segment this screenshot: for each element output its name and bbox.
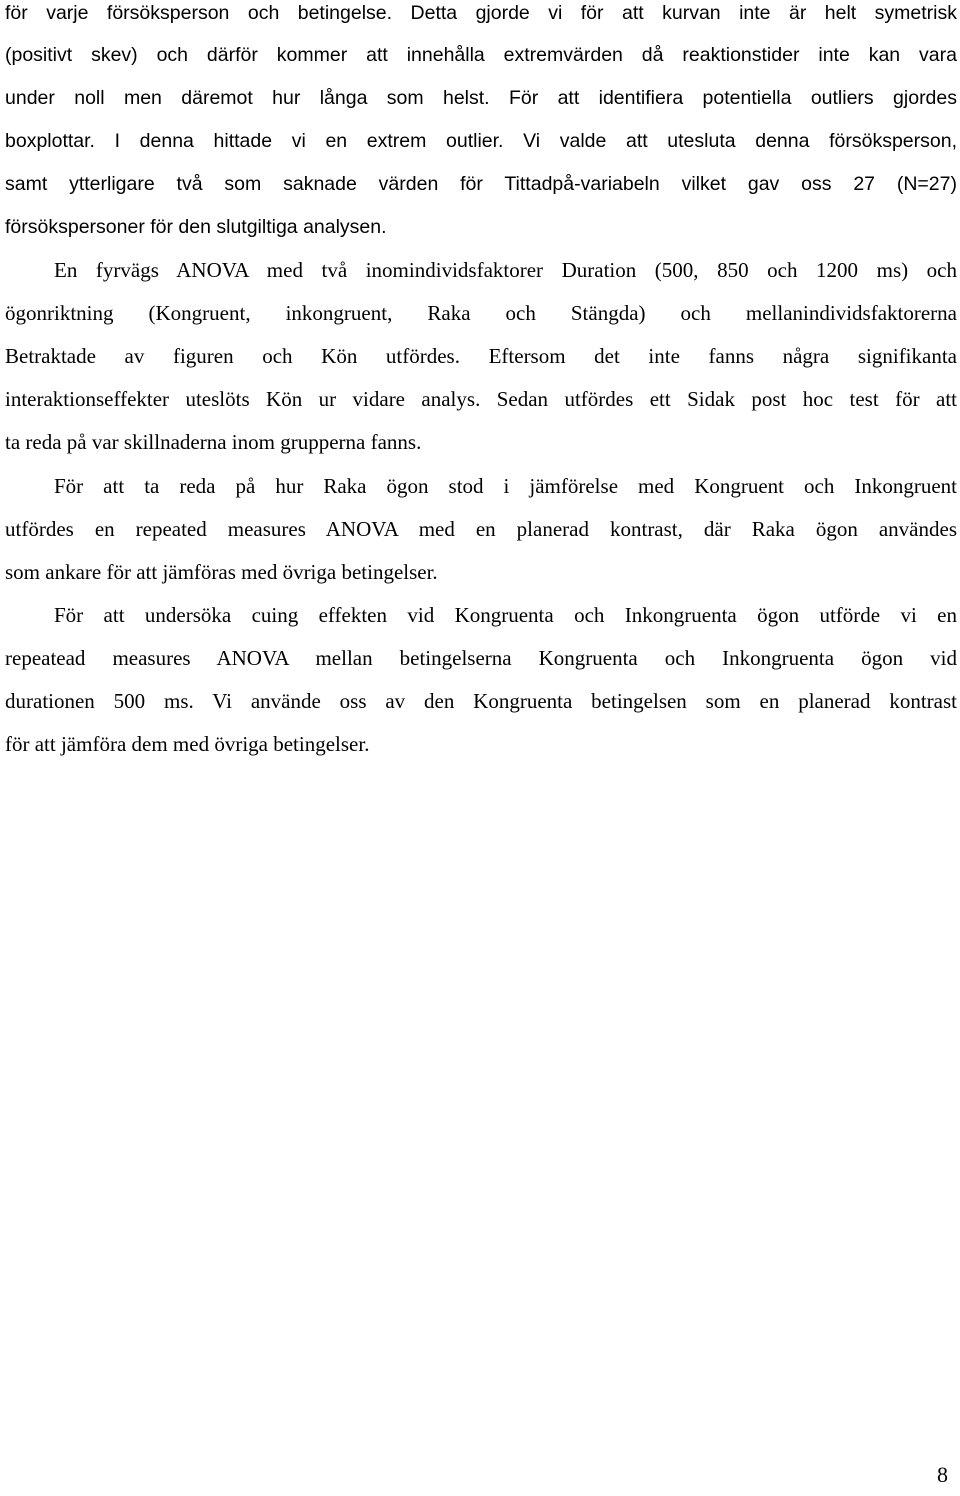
text-line: ta reda på var skillnaderna inom grupperna fanns.	[5, 430, 422, 454]
text-line: ögonriktning (Kongruent, inkongruent, Raka och Stängda) och mellanindividsfaktorerna	[5, 301, 957, 325]
text-line: för varje försöksperson och betingelse. Detta gjorde vi för att kurvan inte är helt symetrisk	[5, 2, 957, 24]
text-line: för att jämföra dem med övriga betingelser.	[5, 732, 370, 756]
text-line: interaktionseffekter uteslöts Kön ur vidare analys. Sedan utfördes ett Sidak post hoc test för att	[5, 387, 957, 411]
text-line: En fyrvägs ANOVA med två inomindividsfaktorer Duration (500, 850 och 1200 ms) och	[54, 258, 957, 282]
text-line: utfördes en repeated measures ANOVA med en planerad kontrast, där Raka ögon användes	[5, 517, 957, 541]
text-line: samt ytterligare två som saknade värden för Tittadpå-variabeln vilket gav oss 27 (N=27)	[5, 173, 957, 195]
text-line: Betraktade av figuren och Kön utfördes. Eftersom det inte fanns några signifikanta	[5, 344, 957, 368]
text-line: För att undersöka cuing effekten vid Kongruenta och Inkongruenta ögon utförde vi en	[54, 603, 957, 627]
text-line: som ankare för att jämföras med övriga betingelser.	[5, 560, 438, 584]
text-line: (positivt skev) och därför kommer att innehålla extremvärden då reaktionstider inte kan vara	[5, 44, 957, 66]
text-line: boxplottar. I denna hittade vi en extrem outlier. Vi valde att utesluta denna försöksperson,	[5, 130, 957, 152]
text-line: repeatead measures ANOVA mellan betingelserna Kongruenta och Inkongruenta ögon vid	[5, 646, 957, 670]
text-line: under noll men däremot hur långa som helst. För att identifiera potentiella outliers gjordes	[5, 87, 957, 109]
text-line: försökspersoner för den slutgiltiga analysen.	[5, 216, 387, 238]
text-line: durationen 500 ms. Vi använde oss av den Kongruenta betingelsen som en planerad kontrast	[5, 689, 957, 713]
text-line: För att ta reda på hur Raka ögon stod i jämförelse med Kongruent och Inkongruent	[54, 474, 957, 498]
page-number: 8	[937, 1462, 948, 1487]
